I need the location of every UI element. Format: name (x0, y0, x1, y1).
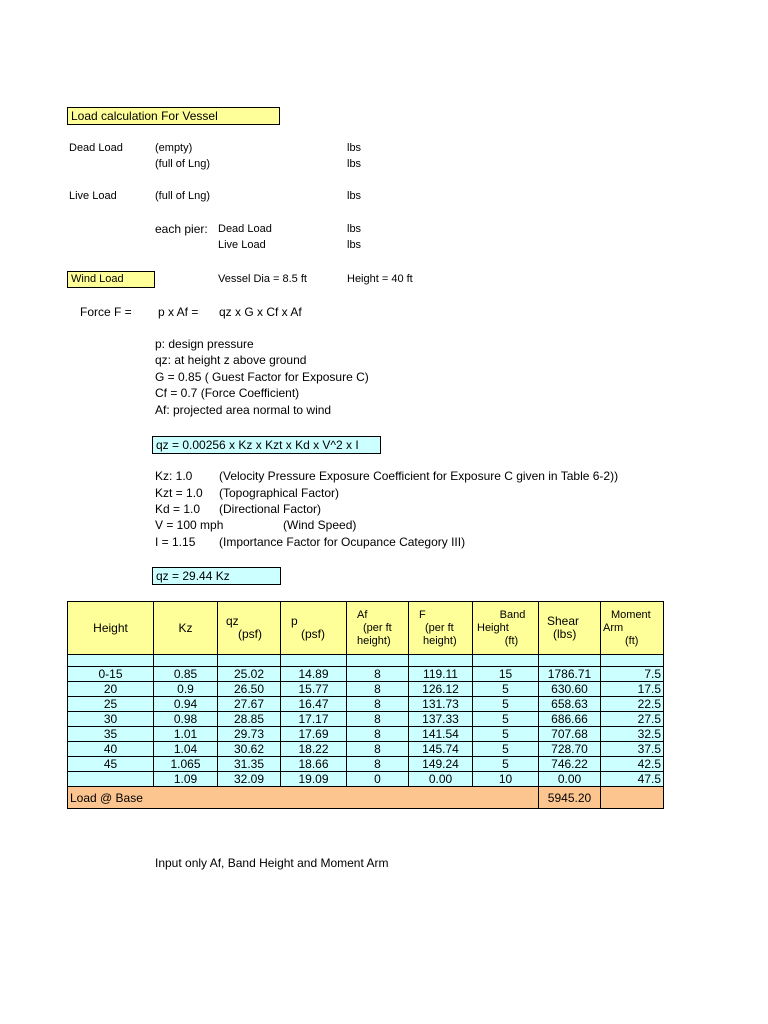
cell-qz: 32.09 (218, 772, 281, 787)
factor-kzt-desc: (Topographical Factor) (219, 486, 340, 500)
qz-formula: qz = 0.00256 x Kz x Kzt x Kd x V^2 x I (152, 436, 381, 454)
header-p-unit: (psf) (301, 627, 325, 641)
header-moment-arm (601, 602, 664, 655)
header-f-unit2: height) (423, 634, 457, 647)
pier-live-unit: lbs (347, 239, 362, 251)
cell-shear: 746.22 (539, 757, 601, 772)
cell-moment-arm: 32.5 (601, 727, 664, 742)
dead-load-empty-unit: lbs (347, 142, 362, 154)
cell-af: 8 (347, 682, 409, 697)
vessel-height: Height = 40 ft (347, 273, 413, 285)
cell-af: 8 (347, 757, 409, 772)
load-at-base-total: 5945.20 (539, 787, 601, 809)
blank-cell (347, 655, 409, 667)
header-f (409, 602, 473, 655)
header-af (347, 602, 409, 655)
cell-af: 8 (347, 712, 409, 727)
blank-cell (68, 655, 154, 667)
dead-load-empty: (empty) (155, 142, 193, 154)
cell-qz: 31.35 (218, 757, 281, 772)
cell-height: 45 (68, 757, 154, 772)
header-af-unit2: height) (357, 634, 391, 647)
factor-kz-name: Kz: 1.0 (155, 469, 193, 483)
blank-cell (601, 655, 664, 667)
cell-height: 0-15 (68, 667, 154, 682)
cell-f: 141.54 (409, 727, 473, 742)
cell-moment-arm: 22.5 (601, 697, 664, 712)
table-row (68, 757, 664, 772)
table-row (68, 667, 664, 682)
cell-af: 8 (347, 742, 409, 757)
header-qz-unit: (psf) (238, 627, 262, 641)
cell-p: 19.09 (281, 772, 347, 787)
header-qz-name: qz (226, 614, 239, 628)
wind-load-table (67, 601, 664, 809)
table-blank-row (68, 655, 664, 667)
load-at-base-empty (601, 787, 664, 809)
header-band-name2: Height (477, 621, 509, 634)
vessel-dia: Vessel Dia = 8.5 ft (218, 273, 307, 285)
cell-shear: 728.70 (539, 742, 601, 757)
live-load-label: Live Load (69, 190, 117, 202)
table-row (68, 742, 664, 757)
header-f-name: F (419, 608, 426, 621)
def-p: p: design pressure (155, 337, 254, 351)
header-kz: Kz (154, 602, 218, 655)
header-moment-unit: (ft) (625, 634, 639, 647)
cell-moment-arm: 27.5 (601, 712, 664, 727)
qz-result: qz = 29.44 Kz (152, 567, 281, 585)
table-footer-row (68, 787, 664, 809)
cell-qz: 30.62 (218, 742, 281, 757)
header-moment-name: Moment (611, 608, 651, 621)
header-f-unit1: (per ft (425, 621, 454, 634)
force-mid: p x Af = (158, 305, 199, 319)
blank-cell (539, 655, 601, 667)
cell-qz: 28.85 (218, 712, 281, 727)
cell-band-height: 5 (473, 727, 539, 742)
cell-af: 8 (347, 727, 409, 742)
cell-f: 145.74 (409, 742, 473, 757)
cell-band-height: 15 (473, 667, 539, 682)
header-af-name: Af (357, 608, 368, 621)
cell-moment-arm: 7.5 (601, 667, 664, 682)
blank-cell (281, 655, 347, 667)
blank-cell (409, 655, 473, 667)
cell-f: 137.33 (409, 712, 473, 727)
header-shear (539, 602, 601, 655)
dead-load-full-unit: lbs (347, 158, 362, 170)
cell-af: 8 (347, 697, 409, 712)
cell-p: 15.77 (281, 682, 347, 697)
cell-p: 18.22 (281, 742, 347, 757)
cell-height: 40 (68, 742, 154, 757)
cell-kz: 1.04 (154, 742, 218, 757)
factor-i-desc: (Importance Factor for Ocupance Category III) (219, 535, 466, 549)
cell-band-height: 5 (473, 757, 539, 772)
def-g: G = 0.85 ( Guest Factor for Exposure C) (155, 370, 369, 384)
cell-shear: 1786.71 (539, 667, 601, 682)
dead-load-full: (full of Lng) (155, 158, 211, 170)
dead-load-label: Dead Load (69, 142, 123, 154)
table-row (68, 712, 664, 727)
cell-p: 18.66 (281, 757, 347, 772)
cell-kz: 0.94 (154, 697, 218, 712)
cell-af: 0 (347, 772, 409, 787)
header-shear-unit: (lbs) (553, 627, 577, 641)
table-row (68, 697, 664, 712)
cell-f: 149.24 (409, 757, 473, 772)
sheet-title: Load calculation For Vessel (67, 107, 280, 125)
cell-shear: 630.60 (539, 682, 601, 697)
table-row (68, 772, 664, 787)
header-p-name: p (291, 614, 298, 628)
cell-band-height: 5 (473, 697, 539, 712)
header-af-unit1: (per ft (363, 621, 392, 634)
header-shear-name: Shear (547, 614, 580, 628)
cell-band-height: 5 (473, 712, 539, 727)
force-lhs: Force F = (80, 305, 132, 319)
table-row (68, 727, 664, 742)
cell-f: 119.11 (409, 667, 473, 682)
pier-live-load: Live Load (218, 239, 266, 251)
cell-moment-arm: 42.5 (601, 757, 664, 772)
cell-moment-arm: 37.5 (601, 742, 664, 757)
table-header-row (68, 602, 664, 655)
blank-cell (154, 655, 218, 667)
factor-kd-desc: (Directional Factor) (219, 502, 322, 516)
load-at-base-label: Load @ Base (68, 787, 539, 809)
header-band-unit: (ft) (504, 634, 519, 647)
cell-p: 14.89 (281, 667, 347, 682)
factor-kz-desc: (Velocity Pressure Exposure Coefficient for Exposure C given in Table 6-2)) (219, 469, 619, 483)
pier-dead-load: Dead Load (218, 223, 272, 235)
factor-kd-name: Kd = 1.0 (155, 502, 201, 516)
cell-height: 30 (68, 712, 154, 727)
cell-p: 17.17 (281, 712, 347, 727)
cell-shear: 686.66 (539, 712, 601, 727)
cell-band-height: 10 (473, 772, 539, 787)
cell-band-height: 5 (473, 742, 539, 757)
live-load-full: (full of Lng) (155, 190, 211, 202)
force-rhs: qz x G x Cf x Af (219, 305, 302, 319)
cell-p: 17.69 (281, 727, 347, 742)
cell-height (68, 772, 154, 787)
cell-kz: 0.98 (154, 712, 218, 727)
def-cf: Cf = 0.7 (Force Coefficient) (155, 386, 300, 400)
factor-v-name: V = 100 mph (155, 518, 224, 532)
cell-kz: 1.065 (154, 757, 218, 772)
cell-shear: 658.63 (539, 697, 601, 712)
header-band-name: Band (499, 608, 526, 621)
cell-height: 20 (68, 682, 154, 697)
cell-f: 0.00 (409, 772, 473, 787)
cell-qz: 29.73 (218, 727, 281, 742)
cell-height: 35 (68, 727, 154, 742)
factor-kzt-name: Kzt = 1.0 (155, 486, 203, 500)
cell-band-height: 5 (473, 682, 539, 697)
cell-f: 126.12 (409, 682, 473, 697)
factor-v-desc: (Wind Speed) (283, 518, 357, 532)
cell-shear: 0.00 (539, 772, 601, 787)
input-note: Input only Af, Band Height and Moment Arm (155, 856, 389, 870)
def-qz: qz: at height z above ground (155, 353, 307, 367)
cell-kz: 1.09 (154, 772, 218, 787)
cell-f: 131.73 (409, 697, 473, 712)
wind-load-label: Wind Load (67, 271, 155, 288)
cell-kz: 0.9 (154, 682, 218, 697)
cell-moment-arm: 47.5 (601, 772, 664, 787)
cell-shear: 707.68 (539, 727, 601, 742)
blank-cell (218, 655, 281, 667)
header-moment-name2: Arm (603, 621, 624, 634)
header-height: Height (68, 602, 154, 655)
cell-moment-arm: 17.5 (601, 682, 664, 697)
header-p (281, 602, 347, 655)
cell-kz: 0.85 (154, 667, 218, 682)
live-load-unit: lbs (347, 190, 362, 202)
factor-i-name: I = 1.15 (155, 535, 196, 549)
cell-p: 16.47 (281, 697, 347, 712)
cell-af: 8 (347, 667, 409, 682)
cell-qz: 25.02 (218, 667, 281, 682)
pier-label: each pier: (155, 222, 208, 236)
header-band-height (473, 602, 539, 655)
cell-qz: 27.67 (218, 697, 281, 712)
blank-cell (473, 655, 539, 667)
def-af: Af: projected area normal to wind (155, 403, 332, 417)
header-qz (218, 602, 281, 655)
cell-qz: 26.50 (218, 682, 281, 697)
cell-kz: 1.01 (154, 727, 218, 742)
table-row (68, 682, 664, 697)
pier-dead-unit: lbs (347, 223, 362, 235)
cell-height: 25 (68, 697, 154, 712)
